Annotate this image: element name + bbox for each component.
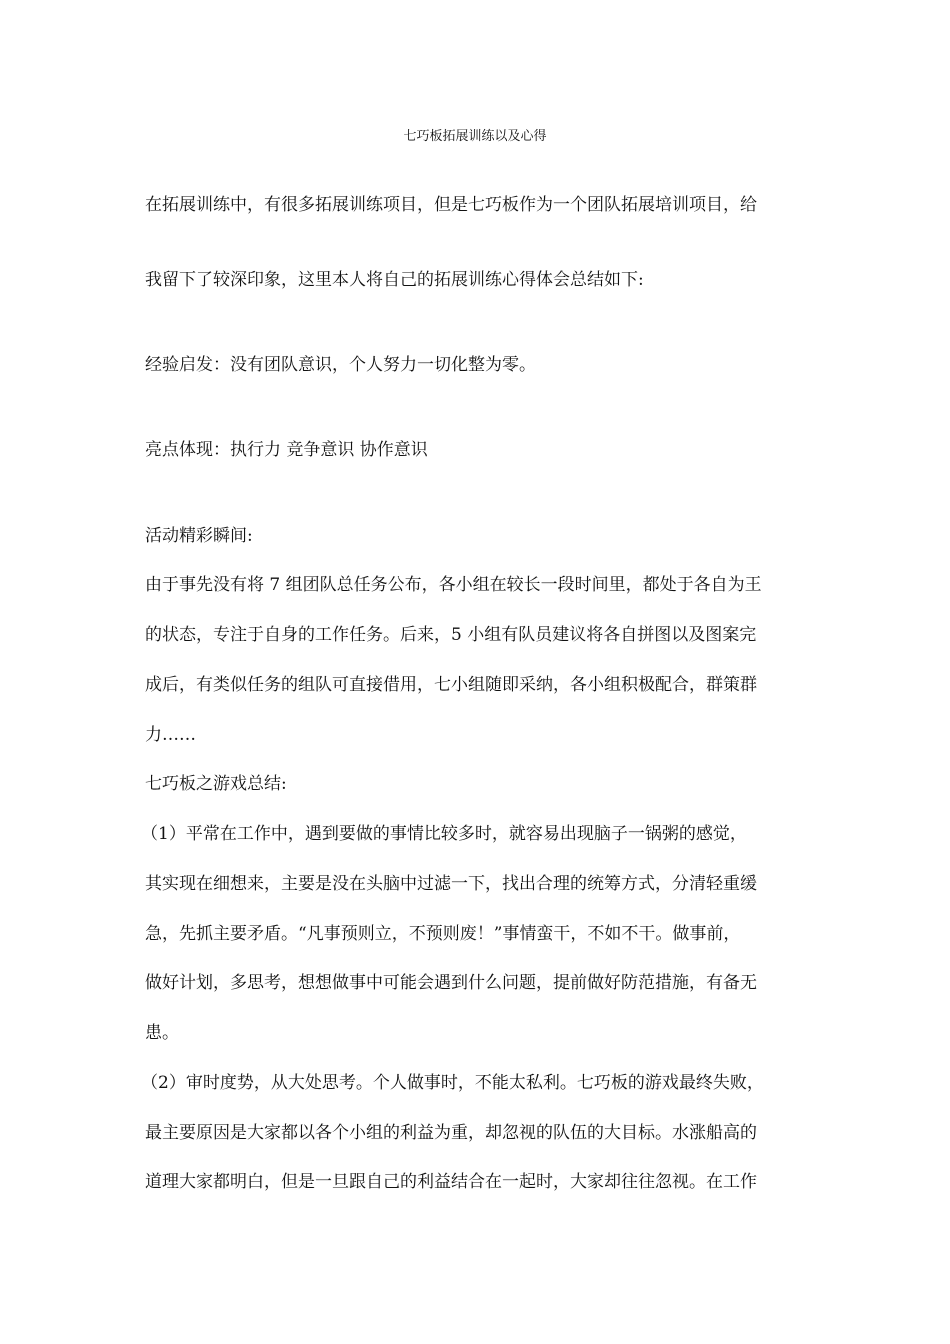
moments-heading: 活动精彩瞬间: [145,526,253,546]
point1-line-2: 其实现在细想来，主要是没在头脑中过滤一下，找出合理的统筹方式，分清轻重缓 [145,874,757,894]
summary-heading: 七巧板之游戏总结: [145,774,287,794]
point2-line-1: （2）审时度势，从大处思考。个人做事时，不能太私利。七巧板的游戏最终失败， [141,1073,764,1093]
point1-line-4: 做好计划，多思考，想想做事中可能会遇到什么问题，提前做好防范措施，有备无 [145,973,757,993]
intro-line-1: 在拓展训练中，有很多拓展训练项目，但是七巧板作为一个团队拓展培训项目，给 [145,195,757,215]
moments-line-3: 成后，有类似任务的组队可直接借用，七小组随即采纳，各小组积极配合，群策群 [145,675,757,695]
moments-line-2: 的状态，专注于自身的工作任务。后来，5 小组有队员建议将各自拼图以及图案完 [145,625,757,645]
point2-line-2: 最主要原因是大家都以各个小组的利益为重，却忽视的队伍的大目标。水涨船高的 [145,1123,757,1143]
point1-line-1: （1）平常在工作中，遇到要做的事情比较多时，就容易出现脑子一锅粥的感觉， [141,824,747,844]
highlights-line: 亮点体现：执行力 竞争意识 协作意识 [145,440,428,460]
moments-line-1: 由于事先没有将 7 组团队总任务公布，各小组在较长一段时间里，都处于各自为王 [145,575,762,595]
intro-line-2: 我留下了较深印象，这里本人将自己的拓展训练心得体会总结如下: [145,270,644,290]
point1-line-5: 患。 [145,1023,179,1043]
moments-line-4: 力…… [145,725,196,745]
point1-line-3: 急，先抓主要矛盾。“凡事预则立，不预则废！”事情蛮干，不如不干。做事前， [145,924,741,944]
experience-line: 经验启发：没有团队意识，个人努力一切化整为零。 [145,355,536,375]
point2-line-3: 道理大家都明白，但是一旦跟自己的利益结合在一起时，大家却往往忽视。在工作 [145,1172,757,1192]
document-title: 七巧板拓展训练以及心得 [403,129,547,144]
